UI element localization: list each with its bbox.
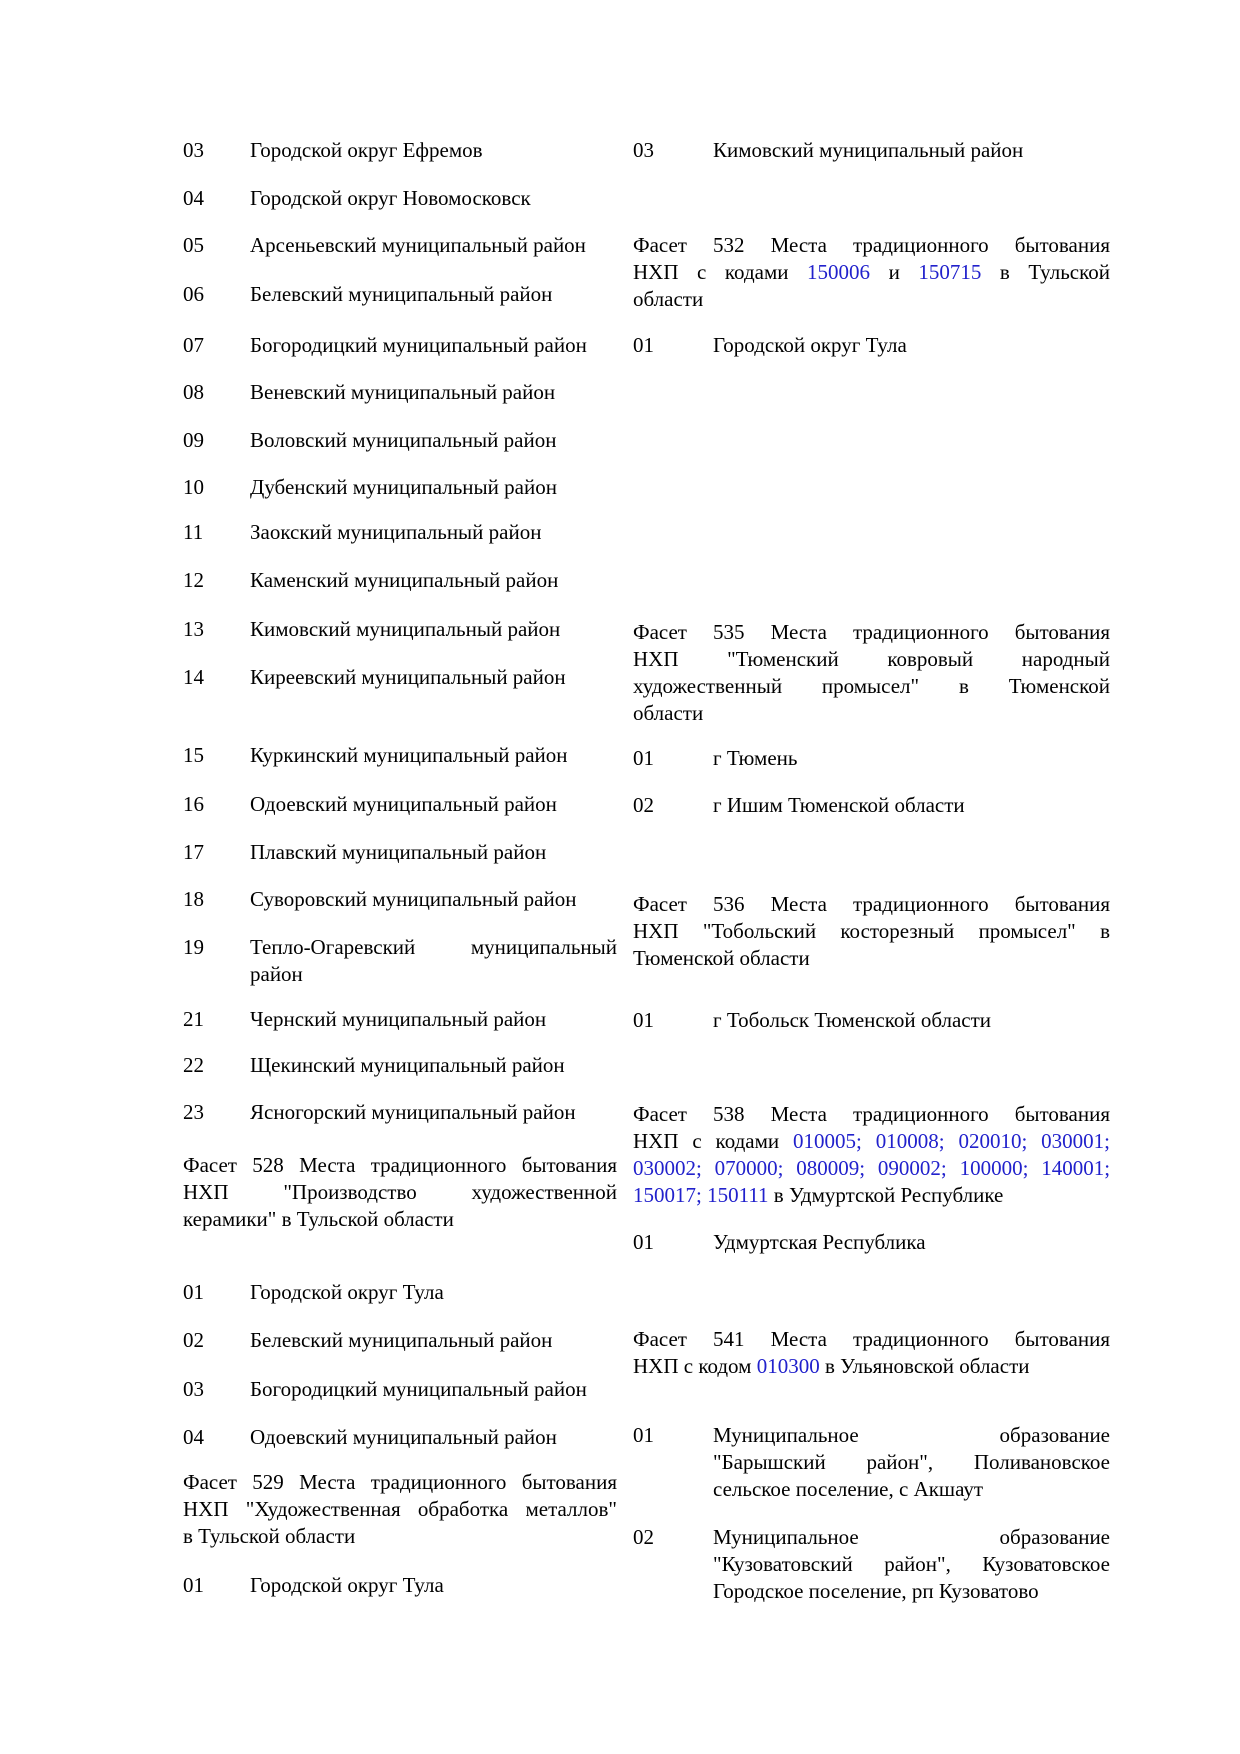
text-line	[250, 427, 617, 454]
text-line	[633, 891, 1110, 918]
item-code: 02	[633, 1525, 654, 1549]
code-link[interactable]: 030002;	[633, 1156, 702, 1180]
right-column	[633, 0, 1110, 1754]
text-segment: Городской округ Ефремов	[250, 138, 483, 162]
list-item	[183, 567, 617, 594]
text-segment: Городской округ Новомосковск	[250, 186, 531, 210]
code-link[interactable]: 080009;	[796, 1156, 866, 1180]
facet-text	[183, 1152, 617, 1233]
text-segment	[862, 1129, 876, 1153]
text-line	[633, 673, 1110, 700]
item-text	[250, 742, 617, 769]
facet-paragraph	[633, 1326, 1110, 1380]
text-line	[183, 1469, 617, 1496]
text-segment: Суворовский муниципальный район	[250, 887, 577, 911]
item-code: 05	[183, 233, 204, 257]
item-text	[250, 232, 617, 259]
text-segment: НХП "Тобольский косторезный промысел" в	[633, 919, 1110, 943]
item-text	[713, 1524, 1110, 1605]
list-item	[633, 1524, 1110, 1605]
text-segment: Куркинский муниципальный район	[250, 743, 568, 767]
item-text	[250, 332, 617, 359]
facet-paragraph	[183, 1469, 617, 1550]
text-segment: район	[250, 962, 303, 986]
facet-paragraph	[633, 891, 1110, 972]
item-text	[250, 427, 617, 454]
list-item	[633, 1229, 1110, 1256]
text-segment: г Тобольск Тюменской области	[713, 1008, 992, 1032]
text-line	[633, 646, 1110, 673]
code-link[interactable]: 150111	[707, 1183, 769, 1207]
text-segment: Одоевский муниципальный район	[250, 792, 557, 816]
text-line	[633, 232, 1110, 259]
text-segment: Фасет 529 Места традиционного бытования	[183, 1470, 617, 1494]
list-item	[183, 886, 617, 913]
facet-text	[633, 1101, 1110, 1209]
text-segment: Удмуртская Республика	[713, 1230, 926, 1254]
list-item	[183, 474, 617, 501]
text-line	[713, 1578, 1110, 1605]
facet-text	[633, 1326, 1110, 1380]
text-line	[250, 1099, 617, 1126]
text-segment: области	[633, 701, 704, 725]
text-segment: Городской округ Тула	[250, 1280, 444, 1304]
text-segment: г Ишим Тюменской области	[713, 793, 965, 817]
text-segment: Городской округ Тула	[250, 1573, 444, 1597]
list-item	[183, 137, 617, 164]
facet-paragraph	[633, 619, 1110, 727]
text-segment: Богородицкий муниципальный район	[250, 1377, 587, 1401]
list-item	[633, 1007, 1110, 1034]
text-segment: художественный промысел" в Тюменской	[633, 674, 1110, 698]
text-line	[713, 745, 1110, 772]
text-line	[250, 1572, 617, 1599]
facet-text	[633, 891, 1110, 972]
text-segment: в Тульской	[981, 260, 1110, 284]
item-code: 01	[183, 1280, 204, 1304]
list-item	[183, 185, 617, 212]
text-segment: НХП с кодом	[633, 1354, 757, 1378]
code-link[interactable]: 010008;	[875, 1129, 945, 1153]
facet-text	[633, 232, 1110, 313]
item-text	[250, 1424, 617, 1451]
item-text	[713, 1422, 1110, 1503]
item-code: 01	[633, 1008, 654, 1032]
list-item	[183, 616, 617, 643]
item-text	[250, 567, 617, 594]
text-line	[250, 379, 617, 406]
text-segment: Арсеньевский муниципальный район	[250, 233, 586, 257]
facet-paragraph	[633, 232, 1110, 313]
text-line	[633, 1101, 1110, 1128]
text-line	[633, 700, 1110, 727]
item-code: 18	[183, 887, 204, 911]
text-line	[250, 519, 617, 546]
item-text	[250, 1099, 617, 1126]
text-segment	[783, 1156, 796, 1180]
item-text	[250, 791, 617, 818]
code-link[interactable]: 010005;	[793, 1129, 862, 1153]
list-item	[183, 742, 617, 769]
text-segment: Кимовский муниципальный район	[250, 617, 561, 641]
text-line	[250, 185, 617, 212]
list-item	[633, 332, 1110, 359]
item-text	[713, 792, 1110, 819]
text-line	[250, 934, 617, 961]
code-link[interactable]: 100000;	[959, 1156, 1029, 1180]
text-line	[183, 1206, 617, 1233]
text-segment: Богородицкий муниципальный район	[250, 333, 587, 357]
text-segment: Воловский муниципальный район	[250, 428, 557, 452]
item-text	[250, 281, 617, 308]
item-text	[250, 1327, 617, 1354]
list-item	[633, 792, 1110, 819]
text-segment: НХП "Тюменский ковровый народный	[633, 647, 1110, 671]
facet-text	[633, 619, 1110, 727]
item-code: 12	[183, 568, 204, 592]
list-item	[183, 427, 617, 454]
text-line	[633, 1128, 1110, 1155]
text-segment: Щекинский муниципальный район	[250, 1053, 565, 1077]
text-line	[250, 332, 617, 359]
text-segment: в Ульяновской области	[819, 1354, 1030, 1378]
text-line	[250, 616, 617, 643]
item-text	[250, 1006, 617, 1033]
text-segment	[865, 1156, 878, 1180]
text-segment: Фасет 535 Места традиционного бытования	[633, 620, 1110, 644]
text-segment: Муниципальное образование	[713, 1525, 1110, 1549]
text-segment: Фасет 538 Места традиционного бытования	[633, 1102, 1110, 1126]
text-line	[183, 1496, 617, 1523]
text-segment: "Барышский район", Поливановское	[713, 1450, 1110, 1474]
text-line	[250, 791, 617, 818]
item-code: 08	[183, 380, 204, 404]
list-item	[183, 791, 617, 818]
item-code: 23	[183, 1100, 204, 1124]
text-line	[713, 1449, 1110, 1476]
text-segment: Веневский муниципальный район	[250, 380, 556, 404]
text-segment: Фасет 532 Места традиционного бытования	[633, 233, 1110, 257]
item-text	[713, 745, 1110, 772]
item-text	[250, 519, 617, 546]
text-segment: НХП "Производство художественной	[183, 1180, 617, 1204]
code-link[interactable]: 140001;	[1041, 1156, 1111, 1180]
list-item	[183, 1327, 617, 1354]
item-text	[250, 934, 617, 988]
text-line	[250, 232, 617, 259]
item-text	[250, 185, 617, 212]
list-item	[183, 1376, 617, 1403]
item-code: 17	[183, 840, 204, 864]
text-segment: Киреевский муниципальный район	[250, 665, 566, 689]
code-link[interactable]: 070000;	[714, 1156, 784, 1180]
text-line	[250, 474, 617, 501]
item-text	[713, 1007, 1110, 1034]
item-text	[250, 1376, 617, 1403]
item-code: 22	[183, 1053, 204, 1077]
code-link[interactable]: 150017;	[633, 1183, 702, 1207]
text-segment: Фасет 528 Места традиционного бытования	[183, 1153, 617, 1177]
text-segment: Тюменской области	[633, 946, 810, 970]
text-segment: Фасет 541 Места традиционного бытования	[633, 1327, 1110, 1351]
item-text	[250, 137, 617, 164]
list-item	[183, 839, 617, 866]
item-code: 01	[633, 746, 654, 770]
text-line	[713, 1524, 1110, 1551]
text-segment: Городской округ Тула	[713, 333, 907, 357]
text-segment: Плавский муниципальный район	[250, 840, 547, 864]
list-item	[633, 745, 1110, 772]
item-code: 01	[633, 1230, 654, 1254]
text-segment: г Тюмень	[713, 746, 798, 770]
text-line	[250, 1424, 617, 1451]
item-code: 16	[183, 792, 204, 816]
item-text	[250, 1279, 617, 1306]
item-code: 01	[183, 1573, 204, 1597]
text-line	[713, 1229, 1110, 1256]
text-segment: Тепло-Огаревский муниципальный	[250, 935, 617, 959]
item-code: 04	[183, 186, 204, 210]
item-code: 03	[633, 138, 654, 162]
list-item	[183, 281, 617, 308]
text-line	[633, 259, 1110, 286]
text-line	[713, 1422, 1110, 1449]
item-text	[250, 616, 617, 643]
text-segment: Каменский муниципальный район	[250, 568, 559, 592]
text-segment: "Кузоватовский район", Кузоватовское	[713, 1552, 1110, 1576]
item-code: 10	[183, 475, 204, 499]
text-line	[183, 1523, 617, 1550]
text-line	[250, 1376, 617, 1403]
text-segment: в Тульской области	[183, 1524, 356, 1548]
item-code: 01	[633, 1423, 654, 1447]
text-line	[250, 567, 617, 594]
code-link[interactable]: 150006	[807, 260, 871, 284]
text-segment	[1027, 1129, 1041, 1153]
item-text	[250, 1572, 617, 1599]
text-line	[633, 619, 1110, 646]
item-code: 06	[183, 282, 204, 306]
text-segment: области	[633, 287, 704, 311]
text-segment: Кимовский муниципальный район	[713, 138, 1024, 162]
item-text	[250, 839, 617, 866]
text-line	[250, 1006, 617, 1033]
code-link[interactable]: 010300	[756, 1354, 820, 1378]
text-line	[713, 1551, 1110, 1578]
text-segment: НХП с кодами	[633, 1129, 793, 1153]
text-segment: в Удмуртской Республике	[768, 1183, 1004, 1207]
text-line	[633, 1353, 1110, 1380]
text-line	[713, 1007, 1110, 1034]
item-code: 03	[183, 138, 204, 162]
item-code: 11	[183, 520, 204, 544]
text-segment: и	[870, 260, 919, 284]
text-line	[250, 1052, 617, 1079]
text-line	[183, 1152, 617, 1179]
text-segment: НХП с кодами	[633, 260, 808, 284]
facet-text	[183, 1469, 617, 1550]
item-text	[250, 1052, 617, 1079]
text-segment	[945, 1129, 959, 1153]
code-link[interactable]: 030001;	[1041, 1129, 1110, 1153]
item-code: 13	[183, 617, 204, 641]
text-segment	[702, 1156, 715, 1180]
text-line	[250, 281, 617, 308]
item-code: 07	[183, 333, 204, 357]
item-code: 02	[633, 793, 654, 817]
text-segment: Фасет 536 Места традиционного бытования	[633, 892, 1110, 916]
text-segment: Белевский муниципальный район	[250, 282, 553, 306]
text-segment: Чернский муниципальный район	[250, 1007, 547, 1031]
text-segment: Белевский муниципальный район	[250, 1328, 553, 1352]
list-item	[183, 1279, 617, 1306]
item-code: 01	[633, 333, 654, 357]
list-item	[183, 332, 617, 359]
text-line	[250, 839, 617, 866]
text-line	[633, 945, 1110, 972]
text-line	[250, 137, 617, 164]
text-line	[713, 1476, 1110, 1503]
text-segment: Одоевский муниципальный район	[250, 1425, 557, 1449]
list-item	[183, 1572, 617, 1599]
list-item	[633, 1422, 1110, 1503]
text-line	[250, 961, 617, 988]
text-line	[633, 1326, 1110, 1353]
text-segment: НХП "Художественная обработка металлов"	[183, 1497, 617, 1521]
list-item	[183, 664, 617, 691]
text-line	[633, 1182, 1110, 1209]
text-segment: Заокский муниципальный район	[250, 520, 542, 544]
text-segment: Дубенский муниципальный район	[250, 475, 557, 499]
list-item	[183, 1099, 617, 1126]
code-link[interactable]: 090002;	[877, 1156, 947, 1180]
text-line	[633, 918, 1110, 945]
list-item	[183, 379, 617, 406]
item-text	[250, 886, 617, 913]
text-line	[713, 792, 1110, 819]
list-item	[183, 1424, 617, 1451]
item-code: 02	[183, 1328, 204, 1352]
text-segment	[1028, 1156, 1041, 1180]
code-link[interactable]: 150715	[918, 260, 982, 284]
code-link[interactable]: 020010;	[958, 1129, 1028, 1153]
item-code: 19	[183, 935, 204, 959]
text-line	[183, 1179, 617, 1206]
text-line	[250, 742, 617, 769]
item-code: 04	[183, 1425, 204, 1449]
facet-paragraph	[183, 1152, 617, 1233]
item-text	[250, 664, 617, 691]
item-text	[713, 332, 1110, 359]
item-text	[713, 137, 1110, 164]
text-line	[250, 664, 617, 691]
item-text	[250, 474, 617, 501]
item-code: 03	[183, 1377, 204, 1401]
text-segment: Ясногорский муниципальный район	[250, 1100, 576, 1124]
item-code: 21	[183, 1007, 204, 1031]
list-item	[183, 519, 617, 546]
text-line	[250, 1279, 617, 1306]
item-code: 09	[183, 428, 204, 452]
text-segment: Муниципальное образование	[713, 1423, 1110, 1447]
text-line	[713, 137, 1110, 164]
text-segment: сельское поселение, с Акшаут	[713, 1477, 984, 1501]
list-item	[183, 232, 617, 259]
list-item	[183, 1006, 617, 1033]
list-item	[183, 1052, 617, 1079]
text-line	[250, 886, 617, 913]
item-text	[250, 379, 617, 406]
list-item	[633, 137, 1110, 164]
list-item	[183, 934, 617, 988]
facet-paragraph	[633, 1101, 1110, 1209]
text-line	[633, 1155, 1110, 1182]
text-segment: Городское поселение, рп Кузоватово	[713, 1579, 1039, 1603]
text-line	[250, 1327, 617, 1354]
item-code: 15	[183, 743, 204, 767]
item-text	[713, 1229, 1110, 1256]
text-line	[713, 332, 1110, 359]
text-line	[633, 286, 1110, 313]
left-column	[183, 0, 617, 1754]
text-segment: керамики" в Тульской области	[183, 1207, 454, 1231]
item-code: 14	[183, 665, 204, 689]
text-segment	[947, 1156, 960, 1180]
